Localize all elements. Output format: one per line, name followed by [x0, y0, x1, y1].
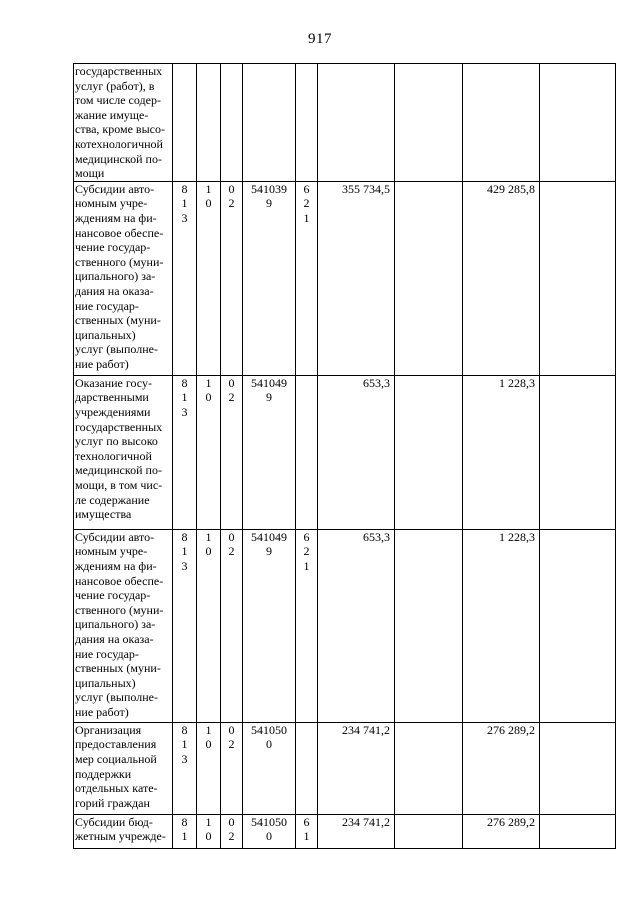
amount-cell	[318, 64, 395, 182]
amount-cell	[395, 529, 463, 722]
cell-line: 0	[266, 829, 272, 844]
cell-line: горий граждан	[75, 795, 150, 810]
cell-line: 3	[181, 558, 188, 573]
cell-line: ние государ-	[75, 646, 139, 661]
code-value	[197, 182, 220, 211]
code-value	[197, 815, 220, 844]
cell-line: 2	[303, 196, 310, 211]
cell-line: мер социальной	[75, 751, 157, 766]
code-cell	[173, 181, 197, 375]
cell-line: 541050	[251, 814, 287, 829]
cell-line: отдельных кате-	[75, 781, 158, 796]
cell-line: 0	[205, 544, 212, 559]
code-cell	[221, 722, 243, 814]
cell-line: ние государ-	[75, 298, 139, 313]
code-value	[173, 376, 196, 420]
cell-line: 541039	[251, 181, 287, 196]
cell-line: предоставления	[75, 737, 157, 752]
cell-line: дания на оказа-	[75, 283, 154, 298]
cell-line: 0	[266, 737, 272, 752]
code-cell	[221, 529, 243, 722]
cell-line: дарственными	[75, 390, 149, 405]
cell-line: 2	[228, 737, 235, 752]
code-value	[243, 815, 295, 844]
code-value	[173, 530, 196, 574]
row-name-text	[75, 530, 171, 720]
cell-line: чение государ-	[75, 240, 151, 255]
code-cell	[221, 64, 243, 182]
cell-line: номным учре-	[75, 544, 148, 559]
amount-cell	[540, 181, 616, 375]
amount-cell	[395, 375, 463, 529]
code-value	[173, 815, 196, 844]
cell-line: Оказание госу-	[75, 375, 152, 390]
cell-line: технологичной	[75, 448, 152, 463]
amount-cell	[395, 181, 463, 375]
cell-line: 9	[266, 544, 272, 559]
cell-line: 2	[228, 390, 235, 405]
amount-cell	[540, 814, 616, 848]
code-cell	[197, 64, 221, 182]
cell-line: 6	[303, 529, 310, 544]
code-value	[243, 723, 295, 752]
row-name-cell	[74, 64, 173, 182]
cell-line: 1	[181, 737, 188, 752]
code-cell	[221, 181, 243, 375]
cell-line: государственных	[75, 419, 163, 434]
cell-line: номным учре-	[75, 196, 148, 211]
cell-line: 0	[228, 722, 235, 737]
code-cell	[173, 529, 197, 722]
cell-line: ственных (муни-	[75, 313, 161, 328]
cell-line: Субсидии бюд-	[75, 814, 153, 829]
cell-line: 0	[205, 737, 212, 752]
page-number: 917	[308, 31, 332, 47]
cell-line: 1	[303, 829, 310, 844]
amount-cell	[540, 529, 616, 722]
cell-line: Субсидии авто-	[75, 181, 155, 196]
cell-line: 0	[228, 181, 235, 196]
cell-line: 1	[181, 196, 188, 211]
cell-line: 9	[266, 390, 272, 405]
row-name-cell	[74, 181, 173, 375]
cell-line: 541050	[251, 722, 287, 737]
code-cell	[197, 529, 221, 722]
cell-line: нансовое обеспе-	[75, 573, 164, 588]
cell-line: жетным учрежде-	[75, 829, 166, 844]
code-cell	[296, 375, 318, 529]
cell-line: 2	[228, 196, 235, 211]
code-cell	[243, 181, 296, 375]
code-value	[221, 815, 242, 844]
cell-line: 9	[266, 196, 272, 211]
code-cell	[243, 814, 296, 848]
budget-table	[73, 63, 616, 849]
code-cell	[296, 64, 318, 182]
cell-line: ственного (муни-	[75, 602, 164, 617]
code-value	[173, 182, 196, 226]
code-cell	[197, 722, 221, 814]
row-name-text	[75, 723, 171, 811]
cell-line: 0	[228, 814, 235, 829]
amount-cell	[463, 64, 540, 182]
cell-line: 2	[228, 544, 235, 559]
cell-line: 6	[303, 814, 310, 829]
code-cell	[243, 722, 296, 814]
cell-line: 8	[181, 529, 188, 544]
code-cell	[243, 529, 296, 722]
table-row	[74, 529, 616, 722]
code-value	[221, 723, 242, 752]
cell-line: котехнологичной	[75, 136, 163, 151]
amount-cell	[395, 64, 463, 182]
row-name-cell	[74, 722, 173, 814]
amount-cell: 653,3	[318, 529, 395, 722]
code-value	[173, 723, 196, 767]
amount-cell: 234 741,2	[318, 722, 395, 814]
cell-line: услуг (выполне-	[75, 690, 158, 705]
table-row	[74, 181, 616, 375]
cell-line: ние работ)	[75, 704, 129, 719]
code-value	[243, 182, 295, 211]
code-cell	[243, 64, 296, 182]
code-value	[243, 530, 295, 559]
amount-cell: 234 741,2	[318, 814, 395, 848]
cell-line: 1	[181, 390, 188, 405]
cell-line: 0	[205, 390, 212, 405]
cell-line: поддержки	[75, 766, 132, 781]
cell-line: ципальных)	[75, 675, 136, 690]
code-value	[296, 530, 317, 574]
amount-cell: 276 289,2	[463, 722, 540, 814]
cell-line: 0	[228, 375, 235, 390]
amount-cell	[540, 375, 616, 529]
cell-line: 8	[181, 722, 188, 737]
code-value	[197, 376, 220, 405]
cell-line: ждениям на фи-	[75, 210, 157, 225]
amount-cell: 1 228,3	[463, 375, 540, 529]
cell-line: ципального) за-	[75, 269, 156, 284]
row-name-cell	[74, 814, 173, 848]
row-name-text	[75, 376, 171, 522]
code-cell	[173, 64, 197, 182]
cell-line: 541049	[251, 375, 287, 390]
cell-line: медицинской по-	[75, 151, 162, 166]
code-cell	[296, 181, 318, 375]
cell-line: 1	[303, 210, 310, 225]
cell-line: ципальных)	[75, 327, 136, 342]
cell-line: 1	[205, 814, 212, 829]
amount-cell: 355 734,5	[318, 181, 395, 375]
cell-line: 1	[303, 558, 310, 573]
row-name-text	[75, 64, 171, 181]
cell-line: 1	[205, 375, 212, 390]
cell-line: 1	[205, 181, 212, 196]
cell-line: ние работ)	[75, 356, 129, 371]
cell-line: 8	[181, 375, 188, 390]
cell-line: ципального) за-	[75, 617, 156, 632]
cell-line: чение государ-	[75, 588, 151, 603]
cell-line: 1	[205, 722, 212, 737]
code-cell	[221, 814, 243, 848]
cell-line: мощи, в том чис-	[75, 477, 163, 492]
code-cell	[296, 814, 318, 848]
cell-line: медицинской по-	[75, 463, 162, 478]
cell-line: 6	[303, 181, 310, 196]
cell-line: 3	[181, 404, 188, 419]
cell-line: услуг (выполне-	[75, 342, 158, 357]
row-name-text	[75, 815, 171, 844]
code-value	[296, 815, 317, 844]
cell-line: ле содержание	[75, 492, 150, 507]
row-name-text	[75, 182, 171, 372]
cell-line: Организация	[75, 722, 142, 737]
amount-cell: 1 228,3	[463, 529, 540, 722]
code-value	[243, 376, 295, 405]
cell-line: 0	[205, 829, 212, 844]
cell-line: 2	[303, 544, 310, 559]
code-cell	[296, 722, 318, 814]
code-value	[197, 723, 220, 752]
amount-cell: 276 289,2	[463, 814, 540, 848]
cell-line: 2	[228, 829, 235, 844]
amount-cell: 429 285,8	[463, 181, 540, 375]
cell-line: 0	[205, 196, 212, 211]
row-name-cell	[74, 529, 173, 722]
code-cell	[173, 814, 197, 848]
cell-line: ства, кроме высо-	[75, 122, 165, 137]
amount-cell	[395, 814, 463, 848]
cell-line: 0	[228, 529, 235, 544]
cell-line: 1	[205, 529, 212, 544]
table-row	[74, 722, 616, 814]
cell-line: учреждениями	[75, 404, 151, 419]
amount-cell	[540, 64, 616, 182]
cell-line: 8	[181, 181, 188, 196]
row-name-cell	[74, 375, 173, 529]
cell-line: мощи	[75, 166, 105, 181]
cell-line: услуг по высоко	[75, 434, 158, 449]
amount-cell	[395, 722, 463, 814]
cell-line: 1	[181, 544, 188, 559]
code-value	[296, 182, 317, 226]
cell-line: 3	[181, 751, 188, 766]
code-cell	[221, 375, 243, 529]
cell-line: ственных (муни-	[75, 661, 161, 676]
code-value	[221, 530, 242, 559]
code-cell	[243, 375, 296, 529]
cell-line: 3	[181, 210, 188, 225]
code-value	[197, 530, 220, 559]
cell-line: дания на оказа-	[75, 631, 154, 646]
cell-line: услуг (работ), в	[75, 78, 155, 93]
cell-line: нансовое обеспе-	[75, 225, 164, 240]
code-cell	[197, 181, 221, 375]
code-cell	[296, 529, 318, 722]
cell-line: ждениям на фи-	[75, 558, 157, 573]
cell-line: том числе содер-	[75, 93, 161, 108]
cell-line: Субсидии авто-	[75, 529, 155, 544]
table-row	[74, 64, 616, 182]
code-cell	[197, 814, 221, 848]
amount-cell	[540, 722, 616, 814]
table-row	[74, 814, 616, 848]
code-value	[221, 376, 242, 405]
code-cell	[173, 375, 197, 529]
cell-line: имущества	[75, 507, 132, 522]
amount-cell: 653,3	[318, 375, 395, 529]
cell-line: 541049	[251, 529, 287, 544]
code-cell	[173, 722, 197, 814]
code-value	[221, 182, 242, 211]
cell-line: ственного (муни-	[75, 254, 164, 269]
cell-line: 8	[181, 814, 188, 829]
cell-line: жание имуще-	[75, 107, 149, 122]
table-row	[74, 375, 616, 529]
code-cell	[197, 375, 221, 529]
cell-line: 1	[181, 829, 188, 844]
cell-line: государственных	[75, 64, 163, 78]
